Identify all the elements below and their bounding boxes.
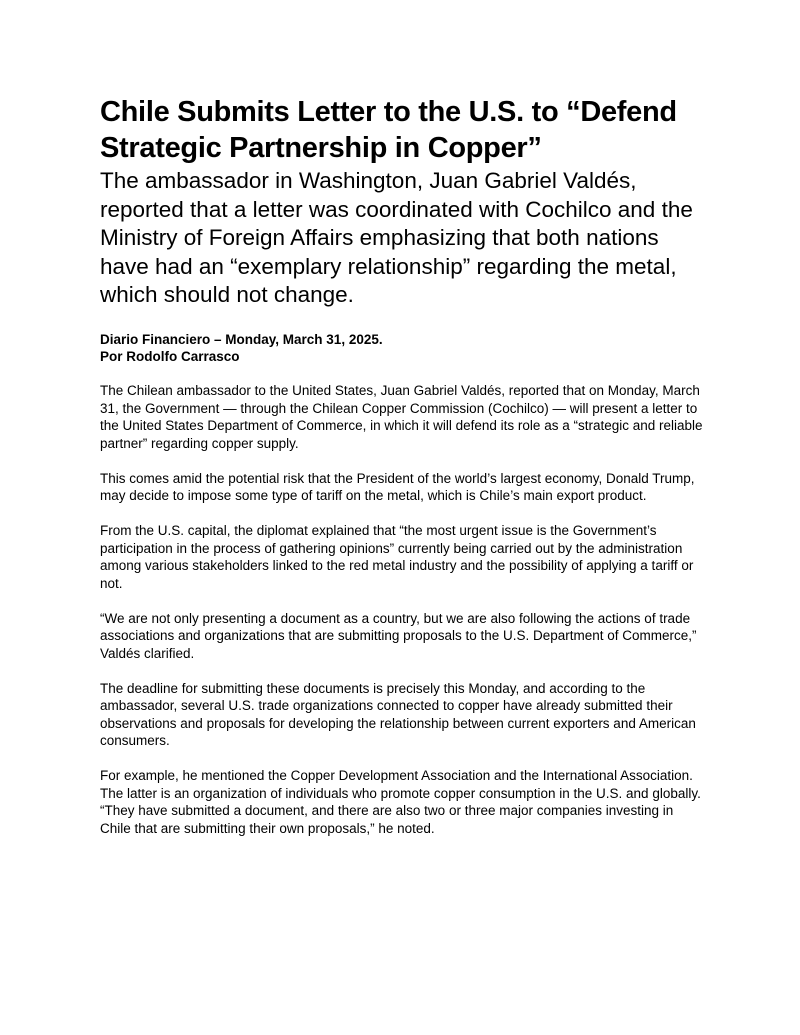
paragraph-7: The latter is an organization of individuals who promote copper consumption in the U.S. and globally. “They have submitted a document, and there are also two or three major companies investing in Chile that are submitting their own proposals,” he noted. <box>100 785 701 836</box>
source-line: Diario Financiero – Monday, March 31, 2025. <box>100 331 383 347</box>
byline <box>100 331 705 365</box>
paragraph-6: For example, he mentioned the Copper Development Association and the International Association. <box>100 768 693 783</box>
paragraph-4: “We are not only presenting a document as a country, but we are also following the actions of trade associations and organizations that are submitting proposals to the U.S. Department of Commerce,” Valdés clarified. <box>100 610 697 661</box>
paragraph-5: The deadline for submitting these documents is precisely this Monday, and according to the ambassador, several U.S. trade organizations connected to copper have already submitted their observations and proposals for developing the relationship between current exporters and American consumers. <box>100 680 696 748</box>
article-subheadline: The ambassador in Washington, Juan Gabriel Valdés, reported that a letter was coordinated with Cochilco and the Ministry of Foreign Affairs emphasizing that both nations have had an “exemplary relationship” regarding the metal, which should not change. <box>100 168 693 307</box>
article-headline: Chile Submits Letter to the U.S. to “Defend Strategic Partnership in Copper” <box>100 96 677 164</box>
paragraph-3: From the U.S. capital, the diplomat explained that “the most urgent issue is the Government’s participation in the process of gathering opinions” currently being carried out by the administration among various stakeholders linked to the red metal industry and the possibility of applying a tariff or not. <box>100 523 694 591</box>
paragraph-2: This comes amid the potential risk that the President of the world’s largest economy, Donald Trump, may decide to impose some type of tariff on the metal, which is Chile’s main export product. <box>100 470 695 503</box>
author-line: Por Rodolfo Carrasco <box>100 348 240 364</box>
article <box>100 94 705 837</box>
paragraph-1: The Chilean ambassador to the United States, Juan Gabriel Valdés, reported that on Monday, March 31, the Government — through the Chilean Copper Commission (Cochilco) — will present a letter to the United States Department of Commerce, in which it will defend its role as a “strategic and reliable partner” regarding copper supply. <box>100 383 703 451</box>
